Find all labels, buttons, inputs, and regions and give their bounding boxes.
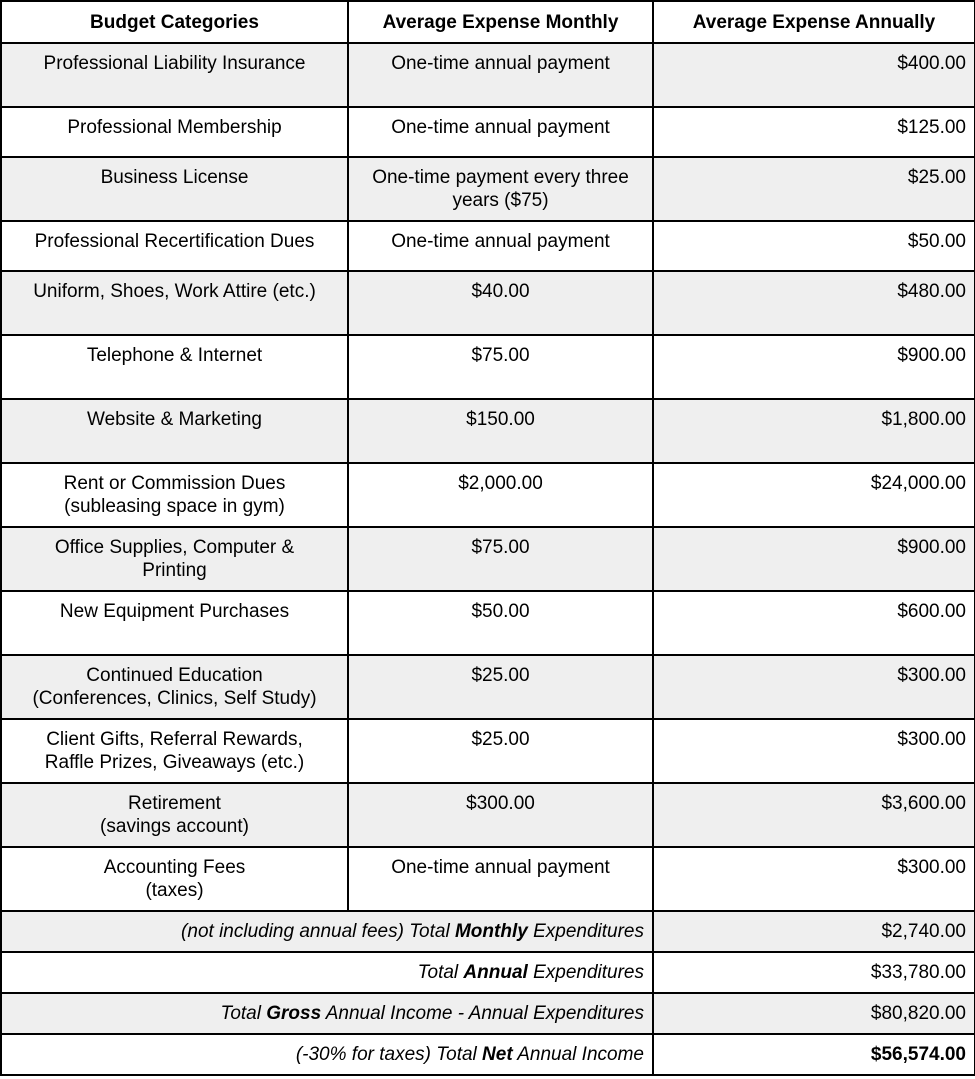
category-cell [1, 107, 348, 157]
category-cell-line: Website & Marketing [87, 409, 262, 430]
monthly-cell-line: One-time annual payment [391, 231, 610, 252]
annual-cell: $900.00 [653, 335, 975, 399]
table-row [1, 43, 975, 107]
monthly-cell [348, 655, 653, 719]
category-cell [1, 271, 348, 335]
annual-cell: $900.00 [653, 527, 975, 591]
summary-row-monthly-total [1, 911, 975, 952]
table-row [1, 463, 975, 527]
monthly-cell-line: $2,000.00 [458, 473, 543, 494]
table-row [1, 271, 975, 335]
monthly-cell [348, 107, 653, 157]
monthly-cell [348, 591, 653, 655]
summary-label-monthly-total: (not including annual fees) Total Monthly Expenditures [1, 911, 653, 952]
summary-row-annual-total [1, 952, 975, 993]
monthly-cell-line: One-time annual payment [391, 53, 610, 74]
monthly-cell-line: $40.00 [471, 281, 530, 302]
category-cell-line: Raffle Prizes, Giveaways (etc.) [44, 752, 305, 773]
table-row [1, 221, 975, 271]
category-cell-line: Business License [100, 167, 249, 188]
category-cell-line: Telephone & Internet [86, 345, 263, 366]
monthly-cell [348, 335, 653, 399]
category-cell-line: (savings account) [100, 816, 249, 837]
header-monthly: Average Expense Monthly [348, 1, 653, 43]
annual-cell: $25.00 [653, 157, 975, 221]
annual-cell: $1,800.00 [653, 399, 975, 463]
header-category: Budget Categories [1, 1, 348, 43]
table-row [1, 591, 975, 655]
category-cell-line: (Conferences, Clinics, Self Study) [32, 688, 317, 709]
monthly-cell-line: $50.00 [471, 601, 530, 622]
table-row [1, 847, 975, 911]
monthly-cell [348, 847, 653, 911]
monthly-cell [348, 271, 653, 335]
category-cell [1, 783, 348, 847]
annual-cell: $400.00 [653, 43, 975, 107]
monthly-cell-line: years ($75) [452, 190, 549, 211]
category-cell-line: Uniform, Shoes, Work Attire (etc.) [33, 281, 316, 302]
table-row [1, 399, 975, 463]
header-row [1, 1, 975, 43]
category-cell [1, 221, 348, 271]
category-cell-line: Continued Education [86, 665, 263, 686]
category-cell-line: Accounting Fees [103, 857, 246, 878]
category-cell [1, 847, 348, 911]
monthly-cell [348, 463, 653, 527]
category-cell [1, 591, 348, 655]
table-row [1, 157, 975, 221]
category-cell [1, 157, 348, 221]
annual-cell: $300.00 [653, 655, 975, 719]
category-cell-line: New Equipment Purchases [59, 601, 290, 622]
monthly-cell [348, 527, 653, 591]
table-row [1, 783, 975, 847]
annual-cell: $600.00 [653, 591, 975, 655]
monthly-cell-line: $25.00 [471, 729, 530, 750]
category-cell-line: (subleasing space in gym) [64, 496, 285, 517]
header-annual: Average Expense Annually [653, 1, 975, 43]
monthly-cell-line: $25.00 [471, 665, 530, 686]
summary-label-gross-minus: Total Gross Annual Income - Annual Expenditures [1, 993, 653, 1034]
annual-cell: $3,600.00 [653, 783, 975, 847]
category-cell [1, 655, 348, 719]
category-cell-line: Professional Recertification Dues [34, 231, 315, 252]
monthly-cell [348, 221, 653, 271]
annual-cell: $125.00 [653, 107, 975, 157]
category-cell-line: Client Gifts, Referral Rewards, [46, 729, 303, 750]
monthly-cell-line: $75.00 [471, 345, 530, 366]
monthly-cell-line: One-time annual payment [391, 857, 610, 878]
monthly-cell [348, 783, 653, 847]
monthly-cell-line: $150.00 [466, 409, 535, 430]
category-cell-line: Retirement [128, 793, 221, 814]
monthly-cell [348, 719, 653, 783]
annual-cell: $50.00 [653, 221, 975, 271]
monthly-cell-line: $300.00 [466, 793, 535, 814]
table-row [1, 655, 975, 719]
annual-cell: $480.00 [653, 271, 975, 335]
category-cell-line: Professional Membership [67, 117, 282, 138]
category-cell-line: Professional Liability Insurance [43, 53, 306, 74]
summary-value-annual-total: $33,780.00 [653, 952, 975, 993]
monthly-cell [348, 157, 653, 221]
table-row [1, 335, 975, 399]
annual-cell: $24,000.00 [653, 463, 975, 527]
summary-label-net-income: (-30% for taxes) Total Net Annual Income [1, 1034, 653, 1075]
monthly-cell-line: One-time payment every three [372, 167, 629, 188]
summary-row-gross-minus [1, 993, 975, 1034]
category-cell [1, 527, 348, 591]
monthly-cell-line: $75.00 [471, 537, 530, 558]
annual-cell: $300.00 [653, 719, 975, 783]
category-cell-line: Rent or Commission Dues [63, 473, 286, 494]
monthly-cell-line: One-time annual payment [391, 117, 610, 138]
table-row [1, 527, 975, 591]
category-cell-line: Office Supplies, Computer & [54, 537, 295, 558]
summary-row-net-income [1, 1034, 975, 1075]
summary-label-annual-total: Total Annual Expenditures [1, 952, 653, 993]
summary-value-gross-minus: $80,820.00 [653, 993, 975, 1034]
category-cell [1, 335, 348, 399]
category-cell-line: Printing [142, 560, 207, 581]
monthly-cell [348, 399, 653, 463]
category-cell [1, 43, 348, 107]
summary-value-monthly-total: $2,740.00 [653, 911, 975, 952]
category-cell-line: (taxes) [145, 880, 204, 901]
summary-value-net-income: $56,574.00 [653, 1034, 975, 1075]
monthly-cell [348, 43, 653, 107]
category-cell [1, 399, 348, 463]
category-cell [1, 463, 348, 527]
table-row [1, 107, 975, 157]
table-row [1, 719, 975, 783]
annual-cell: $300.00 [653, 847, 975, 911]
category-cell [1, 719, 348, 783]
